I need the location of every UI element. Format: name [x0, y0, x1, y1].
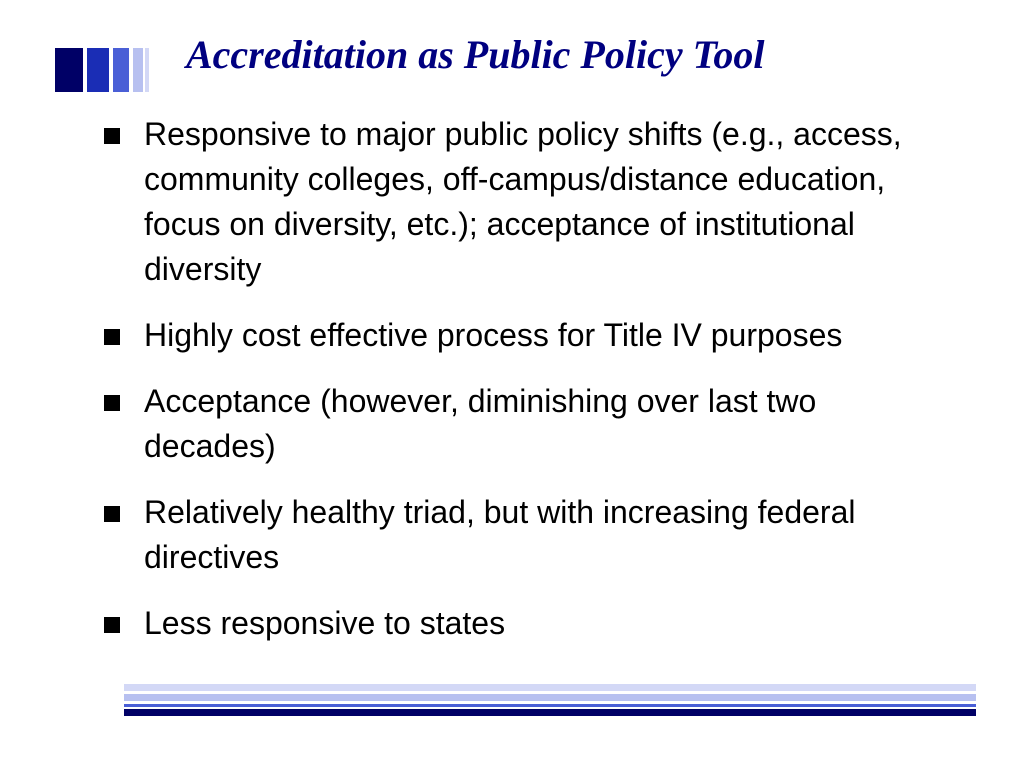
square-bullet-icon: [104, 128, 120, 144]
square-bullet-icon: [104, 617, 120, 633]
footer-line-lightest: [124, 684, 976, 691]
bullet-item: [100, 379, 930, 469]
slide-title: Accreditation as Public Policy Tool: [186, 32, 765, 77]
logo-bar-navy: [55, 48, 83, 92]
footer-line-medium: [124, 704, 976, 707]
bullet-item: [100, 112, 930, 292]
footer-line-navy: [124, 709, 976, 716]
footer-stripes-divider-icon: [124, 684, 976, 716]
bullet-text: Acceptance (however, diminishing over last two decades): [144, 383, 817, 464]
bullet-text: Less responsive to states: [144, 605, 506, 641]
bullet-text: Responsive to major public policy shifts (e.g., access, community colleges, off-campus/distance education, focus on diversity, etc.); acceptance of institutional diversity: [144, 116, 902, 287]
bullet-text: Relatively healthy triad, but with increasing federal directives: [144, 494, 856, 575]
striped-bars-logo-icon: [55, 48, 149, 92]
square-bullet-icon: [104, 329, 120, 345]
square-bullet-icon: [104, 395, 120, 411]
logo-bar-medium-blue: [113, 48, 129, 92]
bullet-item: [100, 601, 930, 646]
bullet-text: Highly cost effective process for Title IV purposes: [144, 317, 843, 353]
logo-bar-light-blue: [133, 48, 143, 92]
logo-bar-lightest-blue: [145, 48, 149, 92]
footer-line-light: [124, 694, 976, 701]
bullet-item: [100, 490, 930, 580]
bullet-list: [100, 112, 930, 667]
bullet-item: [100, 313, 930, 358]
logo-bar-blue: [87, 48, 109, 92]
square-bullet-icon: [104, 506, 120, 522]
